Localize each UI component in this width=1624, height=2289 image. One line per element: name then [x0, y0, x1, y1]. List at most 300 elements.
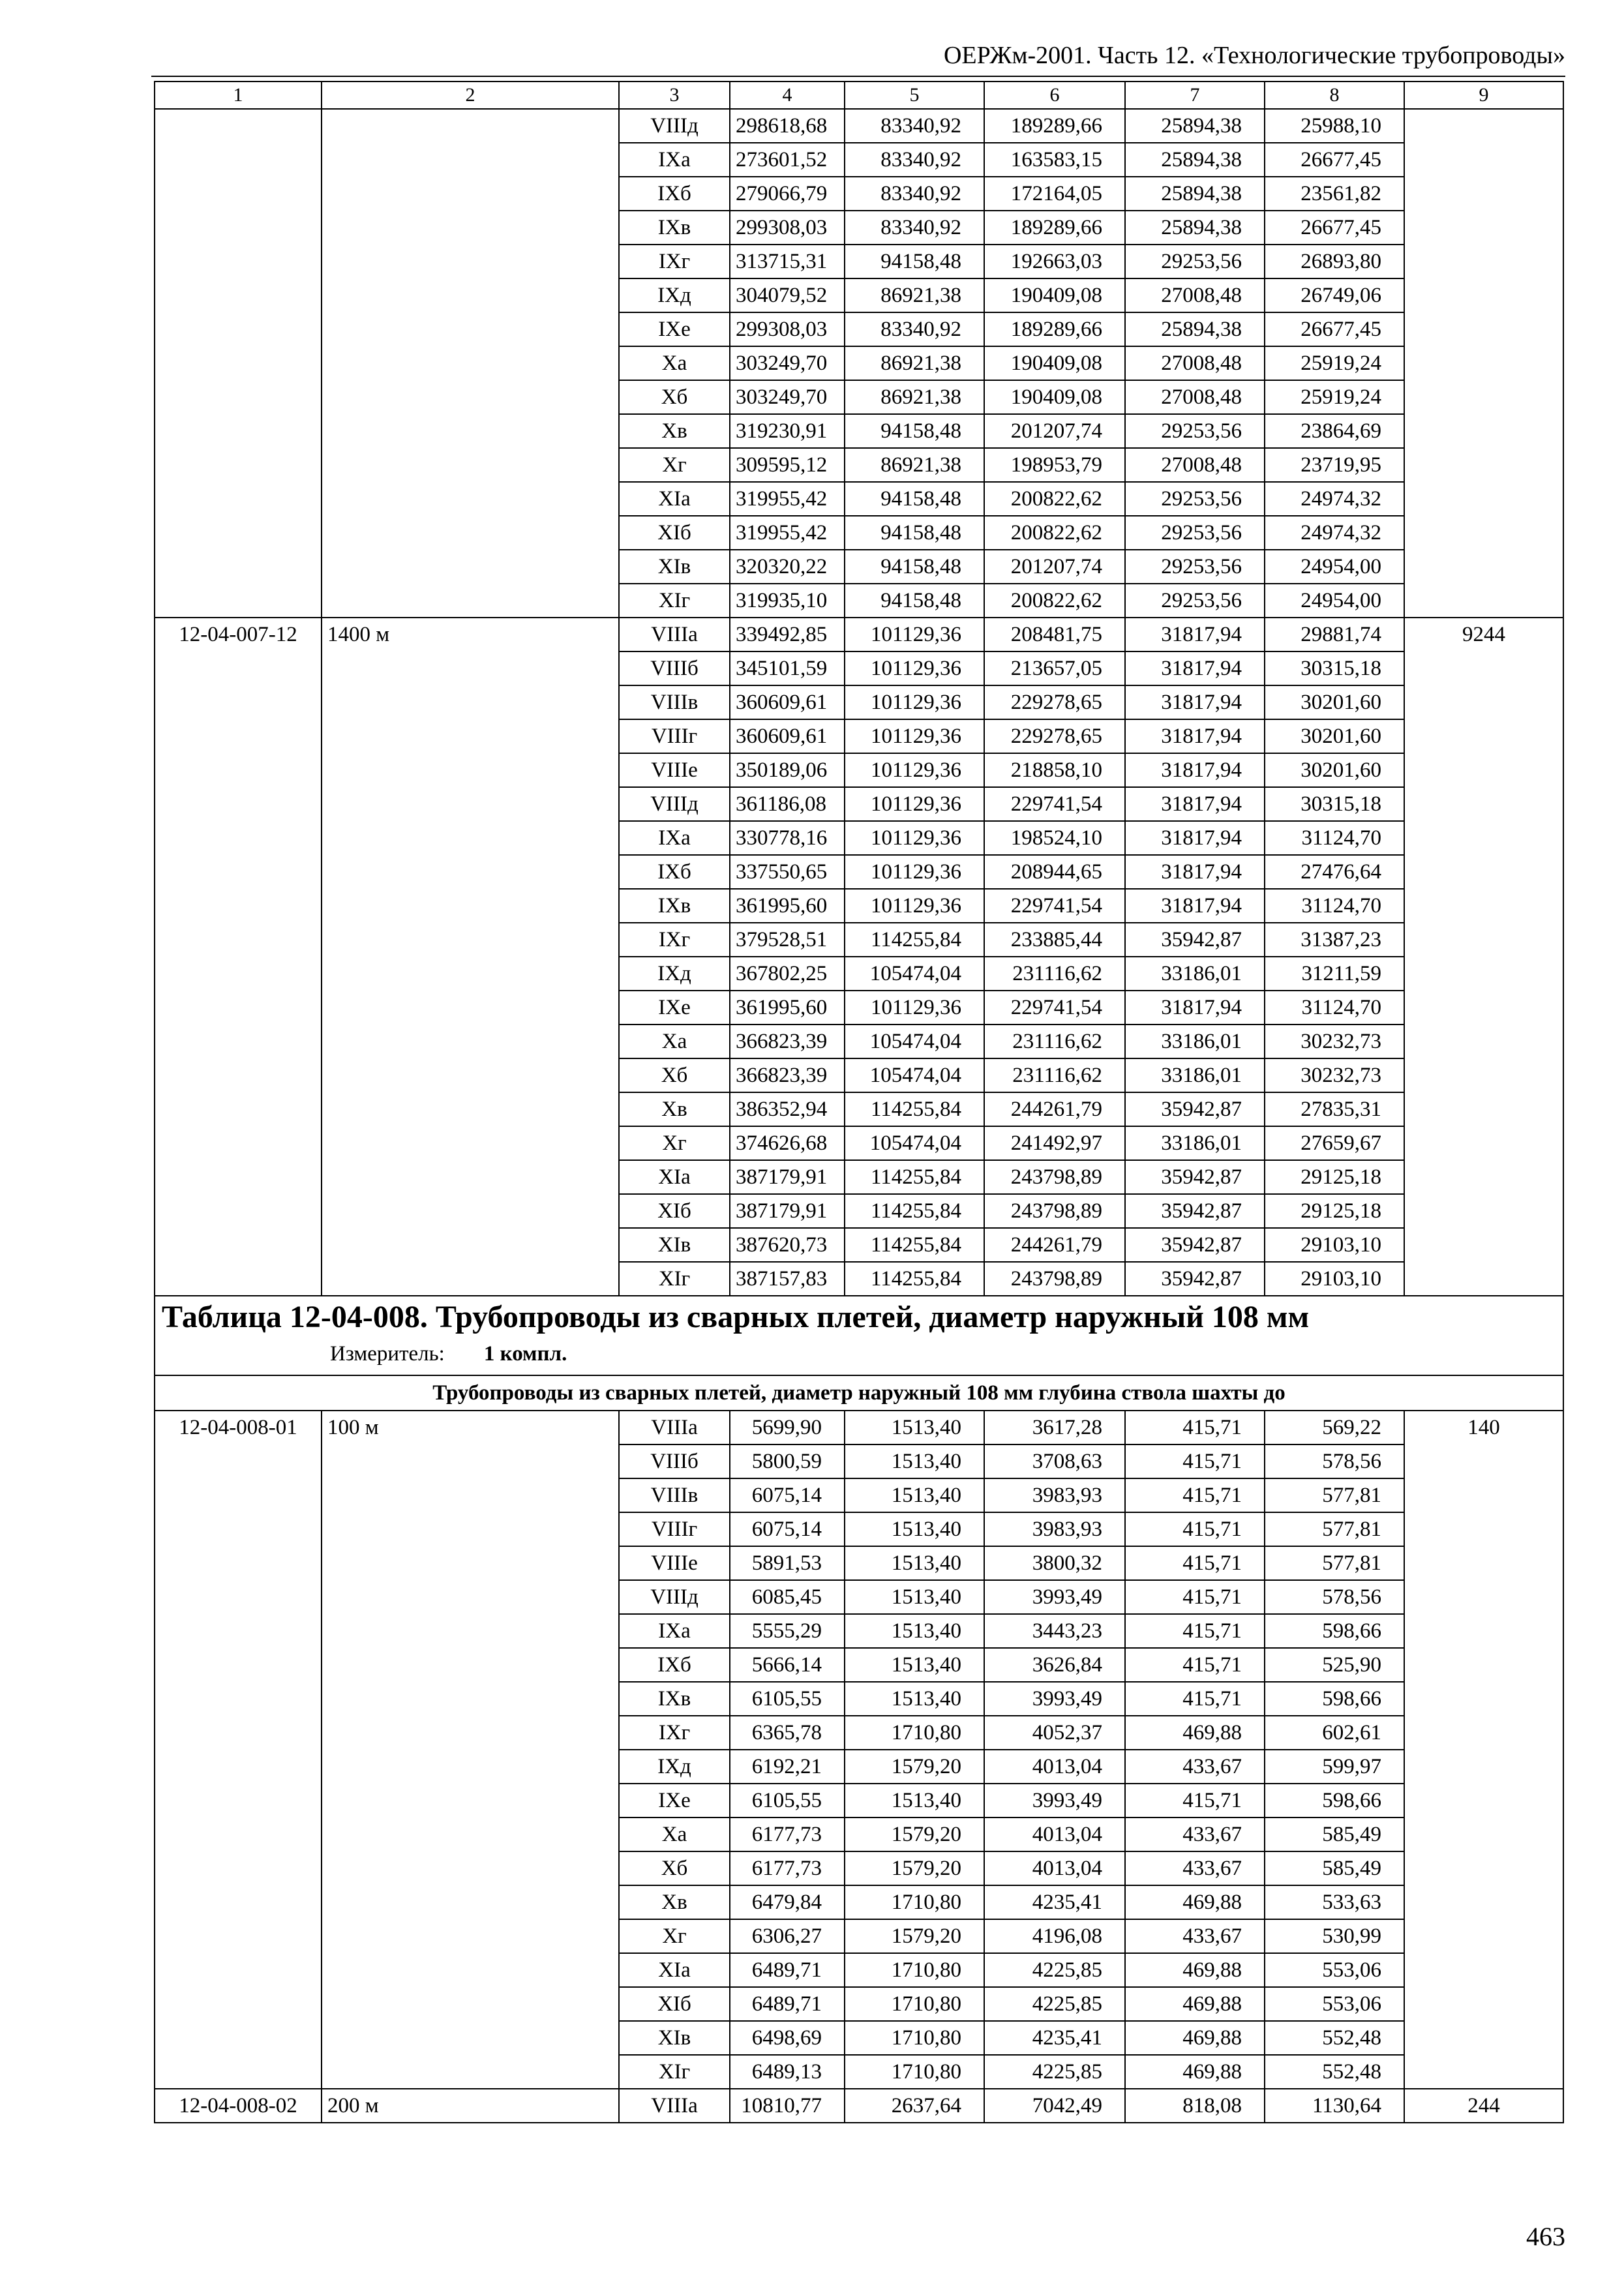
total-cost-cell: 386352,94 [730, 1092, 845, 1126]
total-cost-cell: 374626,68 [730, 1126, 845, 1160]
wages-cell: 1710,80 [845, 1716, 984, 1750]
wages-cell: 94158,48 [845, 245, 984, 278]
variant-cell: VIIIд [619, 1580, 730, 1614]
wages-cell: 101129,36 [845, 719, 984, 753]
variant-cell: IXа [619, 1614, 730, 1648]
wages-cell: 101129,36 [845, 753, 984, 787]
table-title-cell [155, 1296, 1563, 1375]
wages-cell: 86921,38 [845, 380, 984, 414]
materials-cell: 598,66 [1265, 1614, 1404, 1648]
running-header: ОЕРЖм-2001. Часть 12. «Технологические трубопроводы» [943, 42, 1565, 69]
materials-cell: 553,06 [1265, 1953, 1404, 1987]
machinist-wages-cell: 818,08 [1125, 2089, 1265, 2123]
machinist-wages-cell: 25894,38 [1125, 143, 1265, 177]
machinist-wages-cell: 33186,01 [1125, 1126, 1265, 1160]
variant-cell: Xб [619, 1058, 730, 1092]
materials-cell: 533,63 [1265, 1885, 1404, 1919]
machines-cell: 4225,85 [984, 2055, 1125, 2089]
total-cost-cell: 299308,03 [730, 312, 845, 346]
variant-cell: VIIIв [619, 1478, 730, 1512]
machinist-wages-cell: 433,67 [1125, 1750, 1265, 1784]
total-cost-cell: 319230,91 [730, 414, 845, 448]
wages-cell: 1579,20 [845, 1818, 984, 1851]
machines-cell: 201207,74 [984, 414, 1125, 448]
total-cost-cell: 387620,73 [730, 1228, 845, 1262]
machines-cell: 200822,62 [984, 516, 1125, 550]
item-depth [322, 109, 619, 618]
variant-cell: IXв [619, 889, 730, 923]
total-cost-cell: 366823,39 [730, 1058, 845, 1092]
materials-cell: 525,90 [1265, 1648, 1404, 1682]
machines-cell: 3993,49 [984, 1682, 1125, 1716]
materials-cell: 29125,18 [1265, 1160, 1404, 1194]
materials-cell: 30315,18 [1265, 787, 1404, 821]
machines-cell: 241492,97 [984, 1126, 1125, 1160]
machines-cell: 3993,49 [984, 1580, 1125, 1614]
machinist-wages-cell: 35942,87 [1125, 1160, 1265, 1194]
variant-cell: VIIIд [619, 787, 730, 821]
table-row [155, 618, 1563, 651]
machines-cell: 3443,23 [984, 1614, 1125, 1648]
machinist-wages-cell: 469,88 [1125, 1953, 1265, 1987]
machinist-wages-cell: 35942,87 [1125, 1194, 1265, 1228]
machinist-wages-cell: 31817,94 [1125, 889, 1265, 923]
wages-cell: 105474,04 [845, 1058, 984, 1092]
wages-cell: 1513,40 [845, 1784, 984, 1818]
materials-cell: 31124,70 [1265, 821, 1404, 855]
wages-cell: 1710,80 [845, 1987, 984, 2021]
total-cost-cell: 319935,10 [730, 584, 845, 618]
machines-cell: 3993,49 [984, 1784, 1125, 1818]
table-subtitle-row [155, 1375, 1563, 1411]
wages-cell: 1513,40 [845, 1614, 984, 1648]
machines-cell: 231116,62 [984, 1058, 1125, 1092]
table-row [155, 2089, 1563, 2123]
variant-cell: XIа [619, 482, 730, 516]
materials-cell: 29125,18 [1265, 1194, 1404, 1228]
machinist-wages-cell: 433,67 [1125, 1818, 1265, 1851]
variant-cell: Xб [619, 380, 730, 414]
wages-cell: 1513,40 [845, 1411, 984, 1444]
machinist-wages-cell: 469,88 [1125, 1716, 1265, 1750]
materials-cell: 602,61 [1265, 1716, 1404, 1750]
machinist-wages-cell: 415,71 [1125, 1478, 1265, 1512]
wages-cell: 83340,92 [845, 177, 984, 211]
variant-cell: VIIIб [619, 1444, 730, 1478]
wages-cell: 1513,40 [845, 1478, 984, 1512]
machines-cell: 213657,05 [984, 651, 1125, 685]
total-cost-cell: 339492,85 [730, 618, 845, 651]
total-cost-cell: 5699,90 [730, 1411, 845, 1444]
materials-cell: 578,56 [1265, 1444, 1404, 1478]
total-cost-cell: 313715,31 [730, 245, 845, 278]
variant-cell: IXд [619, 278, 730, 312]
wages-cell: 101129,36 [845, 685, 984, 719]
total-cost-cell: 350189,06 [730, 753, 845, 787]
variant-cell: XIб [619, 1987, 730, 2021]
machines-cell: 231116,62 [984, 957, 1125, 991]
wages-cell: 114255,84 [845, 1262, 984, 1296]
machines-cell: 4196,08 [984, 1919, 1125, 1953]
machines-cell: 172164,05 [984, 177, 1125, 211]
total-cost-cell: 367802,25 [730, 957, 845, 991]
total-cost-cell: 6075,14 [730, 1512, 845, 1546]
machines-cell: 163583,15 [984, 143, 1125, 177]
variant-cell: VIIIв [619, 685, 730, 719]
variant-cell: Xа [619, 1818, 730, 1851]
variant-cell: IXб [619, 855, 730, 889]
machinist-wages-cell: 31817,94 [1125, 753, 1265, 787]
wages-cell: 101129,36 [845, 889, 984, 923]
machinist-wages-cell: 35942,87 [1125, 1262, 1265, 1296]
materials-cell: 27835,31 [1265, 1092, 1404, 1126]
machinist-wages-cell: 35942,87 [1125, 1092, 1265, 1126]
variant-cell: Xа [619, 1025, 730, 1058]
materials-cell: 24974,32 [1265, 482, 1404, 516]
wages-cell: 1513,40 [845, 1648, 984, 1682]
variant-cell: VIIIа [619, 1411, 730, 1444]
materials-cell: 598,66 [1265, 1784, 1404, 1818]
materials-cell: 577,81 [1265, 1478, 1404, 1512]
materials-cell: 26749,06 [1265, 278, 1404, 312]
machinist-wages-cell: 31817,94 [1125, 651, 1265, 685]
materials-cell: 552,48 [1265, 2021, 1404, 2055]
wages-cell: 1579,20 [845, 1750, 984, 1784]
machinist-wages-cell: 433,67 [1125, 1919, 1265, 1953]
materials-cell: 23561,82 [1265, 177, 1404, 211]
machinist-wages-cell: 27008,48 [1125, 346, 1265, 380]
machinist-wages-cell: 25894,38 [1125, 177, 1265, 211]
wages-cell: 1513,40 [845, 1580, 984, 1614]
machines-cell: 4052,37 [984, 1716, 1125, 1750]
wages-cell: 101129,36 [845, 787, 984, 821]
variant-cell: XIа [619, 1953, 730, 1987]
materials-cell: 30201,60 [1265, 719, 1404, 753]
materials-cell: 24954,00 [1265, 550, 1404, 584]
column-number: 7 [1125, 82, 1265, 109]
machinist-wages-cell: 415,71 [1125, 1682, 1265, 1716]
wages-cell: 101129,36 [845, 651, 984, 685]
total-cost-cell: 273601,52 [730, 143, 845, 177]
machines-cell: 229741,54 [984, 991, 1125, 1025]
machines-cell: 4013,04 [984, 1851, 1125, 1885]
table-title-row [155, 1296, 1563, 1375]
total-cost-cell: 387157,83 [730, 1262, 845, 1296]
variant-cell: VIIIа [619, 2089, 730, 2123]
materials-cell: 30201,60 [1265, 753, 1404, 787]
total-cost-cell: 345101,59 [730, 651, 845, 685]
variant-cell: VIIIа [619, 618, 730, 651]
item-code [155, 109, 322, 618]
materials-cell: 577,81 [1265, 1546, 1404, 1580]
column-number: 1 [155, 82, 322, 109]
wages-cell: 101129,36 [845, 618, 984, 651]
variant-cell: IXе [619, 312, 730, 346]
item-depth: 1400 м [322, 618, 619, 1296]
machinist-wages-cell: 31817,94 [1125, 991, 1265, 1025]
total-cost-cell: 303249,70 [730, 346, 845, 380]
meter-label: Измеритель: [330, 1342, 445, 1366]
machinist-wages-cell: 29253,56 [1125, 482, 1265, 516]
variant-cell: VIIIе [619, 1546, 730, 1580]
machines-cell: 189289,66 [984, 109, 1125, 143]
total-cost-cell: 6489,13 [730, 2055, 845, 2089]
wages-cell: 94158,48 [845, 482, 984, 516]
machines-cell: 198524,10 [984, 821, 1125, 855]
variant-cell: Xб [619, 1851, 730, 1885]
variant-cell: IXд [619, 957, 730, 991]
materials-cell: 25919,24 [1265, 346, 1404, 380]
materials-cell: 26677,45 [1265, 143, 1404, 177]
column-number: 5 [845, 82, 984, 109]
variant-cell: Xв [619, 414, 730, 448]
variant-cell: IXб [619, 177, 730, 211]
total-cost-cell: 6177,73 [730, 1818, 845, 1851]
wages-cell: 114255,84 [845, 1160, 984, 1194]
total-cost-cell: 379528,51 [730, 923, 845, 957]
machinist-wages-cell: 27008,48 [1125, 278, 1265, 312]
variant-cell: VIIIд [619, 109, 730, 143]
machinist-wages-cell: 415,71 [1125, 1444, 1265, 1478]
variant-cell: IXа [619, 821, 730, 855]
wages-cell: 83340,92 [845, 143, 984, 177]
item-depth: 200 м [322, 2089, 619, 2123]
table-subtitle: Трубопроводы из сварных плетей, диаметр наружный 108 мм глубина ствола шахты до [155, 1375, 1563, 1411]
column-number: 8 [1265, 82, 1404, 109]
item-depth: 100 м [322, 1411, 619, 2089]
machinist-wages-cell: 29253,56 [1125, 550, 1265, 584]
materials-cell: 26893,80 [1265, 245, 1404, 278]
total-cost-cell: 5666,14 [730, 1648, 845, 1682]
total-cost-cell: 6489,71 [730, 1987, 845, 2021]
variant-cell: VIIIг [619, 1512, 730, 1546]
machinist-wages-cell: 35942,87 [1125, 1228, 1265, 1262]
variant-cell: IXв [619, 211, 730, 245]
machines-cell: 200822,62 [984, 584, 1125, 618]
machines-cell: 189289,66 [984, 312, 1125, 346]
wages-cell: 105474,04 [845, 1126, 984, 1160]
materials-cell: 29103,10 [1265, 1228, 1404, 1262]
meter-line [155, 1338, 1563, 1369]
variant-cell: Xг [619, 1919, 730, 1953]
page-number: 463 [1526, 2222, 1565, 2251]
price-table [154, 81, 1564, 2123]
materials-cell: 569,22 [1265, 1411, 1404, 1444]
total-cost-cell: 337550,65 [730, 855, 845, 889]
machines-cell: 198953,79 [984, 448, 1125, 482]
machinist-wages-cell: 415,71 [1125, 1784, 1265, 1818]
machines-cell: 201207,74 [984, 550, 1125, 584]
machines-cell: 192663,03 [984, 245, 1125, 278]
wages-cell: 86921,38 [845, 346, 984, 380]
wages-cell: 114255,84 [845, 1194, 984, 1228]
column-number-row [155, 82, 1563, 109]
total-cost-cell: 330778,16 [730, 821, 845, 855]
variant-cell: XIг [619, 1262, 730, 1296]
total-cost-cell: 6489,71 [730, 1953, 845, 1987]
materials-cell: 30315,18 [1265, 651, 1404, 685]
wages-cell: 94158,48 [845, 516, 984, 550]
wages-cell: 1513,40 [845, 1512, 984, 1546]
wages-cell: 101129,36 [845, 821, 984, 855]
column-number: 3 [619, 82, 730, 109]
total-cost-cell: 10810,77 [730, 2089, 845, 2123]
machinist-wages-cell: 433,67 [1125, 1851, 1265, 1885]
labor-cell: 244 [1404, 2089, 1563, 2123]
materials-cell: 552,48 [1265, 2055, 1404, 2089]
meter-value: 1 компл. [483, 1342, 567, 1366]
machinist-wages-cell: 25894,38 [1125, 312, 1265, 346]
variant-cell: VIIIб [619, 651, 730, 685]
machines-cell: 190409,08 [984, 346, 1125, 380]
variant-cell: IXд [619, 1750, 730, 1784]
materials-cell: 23719,95 [1265, 448, 1404, 482]
total-cost-cell: 319955,42 [730, 482, 845, 516]
table-row [155, 1411, 1563, 1444]
wages-cell: 1710,80 [845, 1885, 984, 1919]
wages-cell: 83340,92 [845, 312, 984, 346]
wages-cell: 2637,64 [845, 2089, 984, 2123]
total-cost-cell: 6177,73 [730, 1851, 845, 1885]
materials-cell: 598,66 [1265, 1682, 1404, 1716]
machinist-wages-cell: 25894,38 [1125, 109, 1265, 143]
machines-cell: 208944,65 [984, 855, 1125, 889]
wages-cell: 83340,92 [845, 211, 984, 245]
machinist-wages-cell: 29253,56 [1125, 516, 1265, 550]
machines-cell: 229278,65 [984, 685, 1125, 719]
machinist-wages-cell: 415,71 [1125, 1411, 1265, 1444]
column-number: 6 [984, 82, 1125, 109]
total-cost-cell: 303249,70 [730, 380, 845, 414]
variant-cell: IXг [619, 245, 730, 278]
wages-cell: 86921,38 [845, 448, 984, 482]
wages-cell: 114255,84 [845, 1092, 984, 1126]
variant-cell: Xа [619, 346, 730, 380]
machines-cell: 231116,62 [984, 1025, 1125, 1058]
variant-cell: XIб [619, 1194, 730, 1228]
machinist-wages-cell: 31817,94 [1125, 821, 1265, 855]
wages-cell: 114255,84 [845, 923, 984, 957]
total-cost-cell: 387179,91 [730, 1160, 845, 1194]
machines-cell: 208481,75 [984, 618, 1125, 651]
variant-cell: IXе [619, 1784, 730, 1818]
labor-cell: 9244 [1404, 618, 1563, 1296]
wages-cell: 1579,20 [845, 1851, 984, 1885]
materials-cell: 26677,45 [1265, 211, 1404, 245]
total-cost-cell: 5891,53 [730, 1546, 845, 1580]
machinist-wages-cell: 31817,94 [1125, 618, 1265, 651]
machinist-wages-cell: 469,88 [1125, 1987, 1265, 2021]
machinist-wages-cell: 33186,01 [1125, 1025, 1265, 1058]
wages-cell: 1579,20 [845, 1919, 984, 1953]
item-code: 12-04-008-02 [155, 2089, 322, 2123]
total-cost-cell: 361186,08 [730, 787, 845, 821]
machines-cell: 218858,10 [984, 753, 1125, 787]
item-code: 12-04-008-01 [155, 1411, 322, 2089]
wages-cell: 1513,40 [845, 1546, 984, 1580]
table-row [155, 109, 1563, 143]
variant-cell: VIIIе [619, 753, 730, 787]
machines-cell: 190409,08 [984, 380, 1125, 414]
variant-cell: IXа [619, 143, 730, 177]
materials-cell: 24954,00 [1265, 584, 1404, 618]
total-cost-cell: 6192,21 [730, 1750, 845, 1784]
header-rule [151, 76, 1565, 77]
machinist-wages-cell: 31817,94 [1125, 787, 1265, 821]
machines-cell: 3800,32 [984, 1546, 1125, 1580]
variant-cell: XIв [619, 550, 730, 584]
machines-cell: 3617,28 [984, 1411, 1125, 1444]
machines-cell: 244261,79 [984, 1092, 1125, 1126]
variant-cell: Xг [619, 1126, 730, 1160]
total-cost-cell: 298618,68 [730, 109, 845, 143]
materials-cell: 26677,45 [1265, 312, 1404, 346]
wages-cell: 101129,36 [845, 991, 984, 1025]
total-cost-cell: 279066,79 [730, 177, 845, 211]
machinist-wages-cell: 33186,01 [1125, 1058, 1265, 1092]
materials-cell: 29103,10 [1265, 1262, 1404, 1296]
column-number: 4 [730, 82, 845, 109]
machinist-wages-cell: 29253,56 [1125, 414, 1265, 448]
materials-cell: 25919,24 [1265, 380, 1404, 414]
materials-cell: 23864,69 [1265, 414, 1404, 448]
total-cost-cell: 5555,29 [730, 1614, 845, 1648]
total-cost-cell: 5800,59 [730, 1444, 845, 1478]
materials-cell: 25988,10 [1265, 109, 1404, 143]
materials-cell: 577,81 [1265, 1512, 1404, 1546]
total-cost-cell: 361995,60 [730, 991, 845, 1025]
item-code: 12-04-007-12 [155, 618, 322, 1296]
machinist-wages-cell: 25894,38 [1125, 211, 1265, 245]
materials-cell: 30232,73 [1265, 1025, 1404, 1058]
machinist-wages-cell: 35942,87 [1125, 923, 1265, 957]
total-cost-cell: 387179,91 [730, 1194, 845, 1228]
machines-cell: 3983,93 [984, 1478, 1125, 1512]
total-cost-cell: 6498,69 [730, 2021, 845, 2055]
variant-cell: XIа [619, 1160, 730, 1194]
wages-cell: 1710,80 [845, 2021, 984, 2055]
total-cost-cell: 6085,45 [730, 1580, 845, 1614]
machines-cell: 233885,44 [984, 923, 1125, 957]
variant-cell: Xг [619, 448, 730, 482]
machinist-wages-cell: 469,88 [1125, 2055, 1265, 2089]
machinist-wages-cell: 415,71 [1125, 1512, 1265, 1546]
machines-cell: 229278,65 [984, 719, 1125, 753]
total-cost-cell: 6306,27 [730, 1919, 845, 1953]
machinist-wages-cell: 31817,94 [1125, 719, 1265, 753]
variant-cell: VIIIг [619, 719, 730, 753]
total-cost-cell: 360609,61 [730, 685, 845, 719]
labor-cell: 140 [1404, 1411, 1563, 2089]
total-cost-cell: 304079,52 [730, 278, 845, 312]
wages-cell: 94158,48 [845, 584, 984, 618]
wages-cell: 1710,80 [845, 2055, 984, 2089]
variant-cell: IXг [619, 923, 730, 957]
machines-cell: 3983,93 [984, 1512, 1125, 1546]
total-cost-cell: 320320,22 [730, 550, 845, 584]
machinist-wages-cell: 415,71 [1125, 1614, 1265, 1648]
machinist-wages-cell: 27008,48 [1125, 380, 1265, 414]
table-title: Таблица 12-04-008. Трубопроводы из сварных плетей, диаметр наружный 108 мм [162, 1300, 1310, 1334]
machinist-wages-cell: 415,71 [1125, 1580, 1265, 1614]
wages-cell: 83340,92 [845, 109, 984, 143]
machines-cell: 4235,41 [984, 1885, 1125, 1919]
column-number: 2 [322, 82, 619, 109]
variant-cell: IXв [619, 1682, 730, 1716]
machinist-wages-cell: 469,88 [1125, 1885, 1265, 1919]
machines-cell: 4225,85 [984, 1953, 1125, 1987]
materials-cell: 24974,32 [1265, 516, 1404, 550]
